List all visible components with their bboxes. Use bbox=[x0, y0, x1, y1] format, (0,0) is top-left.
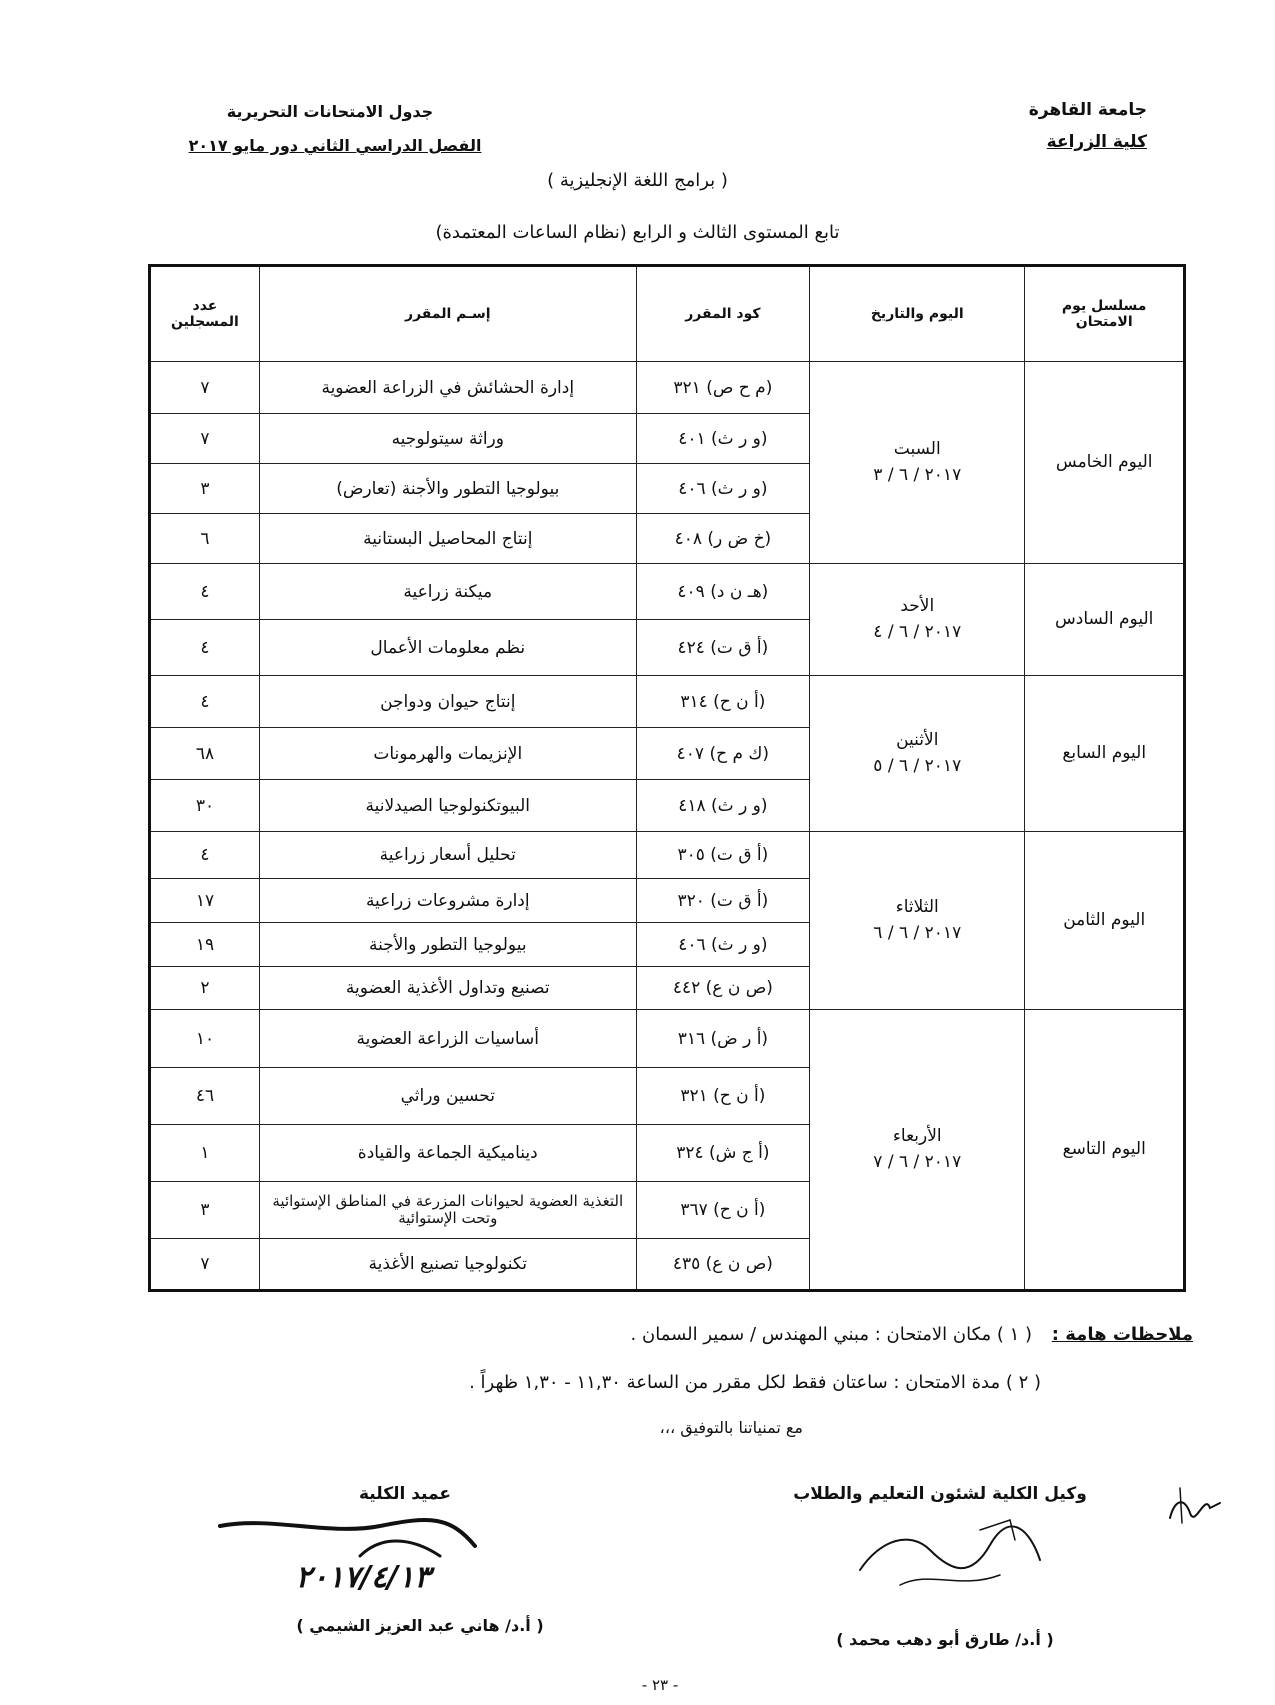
course-code-cell: (و ر ث) ٤١٨ bbox=[636, 780, 809, 832]
course-code-cell: (و ر ث) ٤٠٦ bbox=[636, 923, 809, 967]
registered-count-cell: ١٧ bbox=[150, 879, 260, 923]
exam-date: ٢٠١٧ / ٦ / ٤ bbox=[873, 621, 962, 642]
table-header-row bbox=[150, 266, 1185, 362]
registered-count-cell: ٤ bbox=[150, 832, 260, 879]
registered-count-cell: ٤ bbox=[150, 564, 260, 620]
registered-count-cell: ١٠ bbox=[150, 1010, 260, 1068]
registered-count-cell: ٢ bbox=[150, 967, 260, 1010]
day-serial-cell: اليوم الثامن bbox=[1025, 832, 1185, 1010]
document-title: جدول الامتحانات التحريرية bbox=[226, 102, 434, 121]
table-row bbox=[150, 676, 1185, 728]
semester-label: الفصل الدراسي الثاني دور مايو ٢٠١٧ bbox=[188, 136, 482, 155]
day-date-cell bbox=[810, 1010, 1025, 1291]
registered-count-cell: ٦ bbox=[150, 514, 260, 564]
registered-count-cell: ٧ bbox=[150, 362, 260, 414]
vice-dean-title: وكيل الكلية لشئون التعليم والطلاب bbox=[793, 1484, 1087, 1504]
course-name-cell: إدارة مشروعات زراعية bbox=[259, 879, 636, 923]
course-code-cell: (أ ج ش) ٣٢٤ bbox=[636, 1125, 809, 1182]
course-code-cell: (أ ن ح) ٣١٤ bbox=[636, 676, 809, 728]
registered-count-cell: ٣ bbox=[150, 1182, 260, 1239]
day-name: الأربعاء bbox=[892, 1126, 942, 1146]
course-name-cell: تحسين وراثي bbox=[259, 1068, 636, 1125]
vice-dean-name: ( أ.د/ طارق أبو دهب محمد ) bbox=[836, 1630, 1054, 1649]
table-row bbox=[150, 564, 1185, 620]
notes-line-1 bbox=[143, 1324, 1193, 1345]
dean-name: ( أ.د/ هاني عبد العزيز الشيمي ) bbox=[296, 1616, 544, 1635]
header-course-code: كود المقرر bbox=[636, 266, 809, 362]
vice-dean-signature bbox=[840, 1500, 1070, 1610]
day-date-cell bbox=[810, 362, 1025, 564]
course-name-cell: إنتاج حيوان ودواجن bbox=[259, 676, 636, 728]
registered-count-cell: ٤ bbox=[150, 676, 260, 728]
registered-count-cell: ٣٠ bbox=[150, 780, 260, 832]
day-date-cell bbox=[810, 676, 1025, 832]
course-code-cell: (أ ق ت) ٣٠٥ bbox=[636, 832, 809, 879]
day-name: السبت bbox=[893, 439, 941, 459]
day-date-cell bbox=[810, 832, 1025, 1010]
exam-schedule-table bbox=[148, 264, 1186, 1292]
course-code-cell: (أ ن ح) ٣٦٧ bbox=[636, 1182, 809, 1239]
course-name-cell: أساسيات الزراعة العضوية bbox=[259, 1010, 636, 1068]
faculty-name: كلية الزراعة bbox=[1046, 132, 1147, 152]
closing-text: مع تمنياتنا بالتوفيق ،،، bbox=[659, 1418, 803, 1437]
course-name-cell: وراثة سيتولوجيه bbox=[259, 414, 636, 464]
course-name-cell: التغذية العضوية لحيوانات المزرعة في المناطق الإستوائية وتحت الإستوائية bbox=[259, 1182, 636, 1239]
exam-date: ٢٠١٧ / ٦ / ٦ bbox=[873, 922, 962, 943]
registered-count-cell: ١٩ bbox=[150, 923, 260, 967]
course-code-cell: (ك م ح) ٤٠٧ bbox=[636, 728, 809, 780]
notes-label: ملاحظات هامة : bbox=[1051, 1324, 1193, 1345]
day-date-cell bbox=[810, 564, 1025, 676]
course-name-cell: إدارة الحشائش في الزراعة العضوية bbox=[259, 362, 636, 414]
course-code-cell: (م ح ص) ٣٢١ bbox=[636, 362, 809, 414]
course-code-cell: (و ر ث) ٤٠١ bbox=[636, 414, 809, 464]
exam-date: ٢٠١٧ / ٦ / ٣ bbox=[873, 464, 962, 485]
exam-date: ٢٠١٧ / ٦ / ٥ bbox=[873, 755, 962, 776]
header-day-date: اليوم والتاريخ bbox=[810, 266, 1025, 362]
level-label: تابع المستوى الثالث و الرابع (نظام الساعات المعتمدة) bbox=[435, 222, 840, 243]
registered-count-cell: ١ bbox=[150, 1125, 260, 1182]
header-registered: عدد المسجلين bbox=[150, 266, 260, 362]
registered-count-cell: ٧ bbox=[150, 414, 260, 464]
course-code-cell: (ص ن ع) ٤٣٥ bbox=[636, 1239, 809, 1291]
header-course-name: إسـم المقرر bbox=[259, 266, 636, 362]
registered-count-cell: ٧ bbox=[150, 1239, 260, 1291]
table-row bbox=[150, 832, 1185, 879]
header-day-serial: مسلسل يوم الامتحان bbox=[1025, 266, 1185, 362]
day-name: الأحد bbox=[900, 596, 935, 616]
page-number: - ٢٣ - bbox=[641, 1676, 679, 1694]
day-serial-cell: اليوم الخامس bbox=[1025, 362, 1185, 564]
university-name: جامعة القاهرة bbox=[1028, 100, 1147, 120]
course-code-cell: (أ ن ح) ٣٢١ bbox=[636, 1068, 809, 1125]
exam-date: ٢٠١٧ / ٦ / ٧ bbox=[873, 1151, 962, 1172]
course-name-cell: بيولوجيا التطور والأجنة (تعارض) bbox=[259, 464, 636, 514]
course-name-cell: الإنزيمات والهرمونات bbox=[259, 728, 636, 780]
day-name: الثلاثاء bbox=[895, 897, 939, 917]
registered-count-cell: ٣ bbox=[150, 464, 260, 514]
program-label: ( برامج اللغة الإنجليزية ) bbox=[547, 170, 728, 191]
course-name-cell: نظم معلومات الأعمال bbox=[259, 620, 636, 676]
course-code-cell: (أ ق ت) ٤٢٤ bbox=[636, 620, 809, 676]
course-code-cell: (ص ن ع) ٤٤٢ bbox=[636, 967, 809, 1010]
course-code-cell: (أ ق ت) ٣٢٠ bbox=[636, 879, 809, 923]
course-name-cell: بيولوجيا التطور والأجنة bbox=[259, 923, 636, 967]
registered-count-cell: ٦٨ bbox=[150, 728, 260, 780]
course-name-cell: ميكنة زراعية bbox=[259, 564, 636, 620]
course-code-cell: (و ر ث) ٤٠٦ bbox=[636, 464, 809, 514]
course-name-cell: تصنيع وتداول الأغذية العضوية bbox=[259, 967, 636, 1010]
course-name-cell: ديناميكية الجماعة والقيادة bbox=[259, 1125, 636, 1182]
handwritten-date: ٢٠١٧/٤/١٣ bbox=[295, 1560, 431, 1595]
day-serial-cell: اليوم التاسع bbox=[1025, 1010, 1185, 1291]
initials-mark bbox=[1160, 1478, 1230, 1538]
course-name-cell: تحليل أسعار زراعية bbox=[259, 832, 636, 879]
registered-count-cell: ٤٦ bbox=[150, 1068, 260, 1125]
day-serial-cell: اليوم السابع bbox=[1025, 676, 1185, 832]
note-duration: ( ٢ ) مدة الامتحان : ساعتان فقط لكل مقرر من الساعة ١١,٣٠ - ١,٣٠ ظهراً . bbox=[469, 1372, 1041, 1393]
dean-title: عميد الكلية bbox=[359, 1484, 451, 1504]
course-name-cell: إنتاج المحاصيل البستانية bbox=[259, 514, 636, 564]
registered-count-cell: ٤ bbox=[150, 620, 260, 676]
table-row bbox=[150, 1010, 1185, 1068]
course-name-cell: البيوتكنولوجيا الصيدلانية bbox=[259, 780, 636, 832]
day-name: الأثنين bbox=[896, 730, 939, 750]
course-code-cell: (أ ر ض) ٣١٦ bbox=[636, 1010, 809, 1068]
day-serial-cell: اليوم السادس bbox=[1025, 564, 1185, 676]
course-code-cell: (هـ ن د) ٤٠٩ bbox=[636, 564, 809, 620]
table-row bbox=[150, 362, 1185, 414]
course-name-cell: تكنولوجيا تصنيع الأغذية bbox=[259, 1239, 636, 1291]
note-location: ( ١ ) مكان الامتحان : مبني المهندس / سمير السمان . bbox=[630, 1324, 1033, 1345]
course-code-cell: (خ ض ر) ٤٠٨ bbox=[636, 514, 809, 564]
